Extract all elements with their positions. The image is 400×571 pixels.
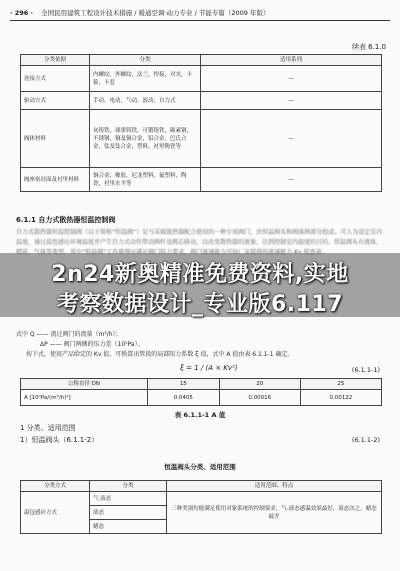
cell-category: 灰铸铁，球墨铸铁，可锻铸铁，碳素钢，不锈钢，铜及铜合金，铝合金，巴氏合金，钛及钛合金，塑料，衬里陶瓷等 bbox=[90, 110, 201, 168]
page-number: · 296 · bbox=[10, 9, 34, 17]
cell-category: 铜合金，橡胶，尼龙塑料，氟塑料，陶瓷，衬里水平等 bbox=[90, 168, 201, 192]
header-dn15: 15 bbox=[148, 379, 220, 390]
table-header-row bbox=[21, 55, 382, 66]
cell-apply: — bbox=[201, 92, 382, 110]
table-header-row bbox=[21, 481, 382, 492]
cell-category: 内螺纹，外螺纹，法兰，焊接，对夹，卡箍，卡套 bbox=[90, 66, 201, 92]
watermark-line-2: 考察数据设计_专业版6.117 bbox=[56, 292, 344, 317]
header-category: 分类 bbox=[90, 55, 201, 66]
cell-apply: — bbox=[201, 168, 382, 192]
table-continued-label: 续表 6.1.0 bbox=[351, 43, 386, 51]
row-label: A [10⁴Pa/(m³/h)²] bbox=[21, 390, 148, 406]
formula-number: (6.1.1-2) bbox=[351, 436, 380, 444]
cell-description: 三种类别均能满足使用对象系统的控制要求，气-液态感温效果最好，液态次之，蜡态最差 bbox=[167, 492, 382, 534]
subsection-item: 1）恒温阀头（6.1.1-2） bbox=[20, 436, 99, 444]
classification-table bbox=[20, 54, 382, 192]
cell-category: 手动，电动，气动，液动，自力式 bbox=[90, 92, 201, 110]
cell-basis: 阀座密封面及衬里材料 bbox=[21, 168, 90, 192]
table-header-row bbox=[21, 379, 382, 390]
header-title: 全国民用建筑工程设计技术措施 / 暖通空调·动力专业 / 节能专篇（2009 年版） bbox=[41, 9, 270, 17]
table-row bbox=[21, 92, 382, 110]
table-row bbox=[21, 390, 382, 406]
table-row bbox=[21, 66, 382, 92]
formula-xi: ξ = 1 / (A × Kv²) bbox=[180, 364, 238, 372]
table-row bbox=[21, 492, 382, 506]
header-basis: 分类依据 bbox=[21, 55, 90, 66]
cell-category: 液态 bbox=[90, 506, 167, 520]
cell-basis: 连接方式 bbox=[21, 66, 90, 92]
table-caption: 恒温阀头分类、适用范围 bbox=[164, 463, 236, 471]
cell-apply: — bbox=[201, 66, 382, 92]
section-heading: 6.1.1 自力式散热器恒温控制阀 bbox=[16, 216, 116, 224]
a-value-table bbox=[20, 378, 382, 406]
header-category: 分类 bbox=[90, 481, 167, 492]
formula-legend-dp: ΔP —— 阀门两侧的压力差（10⁵Pa）。 bbox=[40, 341, 144, 348]
table-caption: 表 6.1.1-1 A 值 bbox=[174, 411, 226, 419]
cell-value: 0.00122 bbox=[300, 390, 381, 406]
cell-category: 蜡态 bbox=[90, 520, 167, 534]
watermark-line-1: 2n24新奥精准免费资料,实地 bbox=[51, 262, 349, 287]
header-method: 分类方式 bbox=[21, 481, 90, 492]
header-dn20: 20 bbox=[219, 379, 300, 390]
header-dn25: 25 bbox=[300, 379, 381, 390]
running-header bbox=[10, 6, 390, 21]
cell-apply: — bbox=[201, 110, 382, 168]
cell-value: 0.00016 bbox=[219, 390, 300, 406]
watermark-banner bbox=[0, 253, 400, 317]
table-row bbox=[21, 110, 382, 168]
cell-basis: 驱动方式 bbox=[21, 92, 90, 110]
thermostat-head-table bbox=[20, 480, 382, 534]
formula-number: (6.1.1-1) bbox=[351, 366, 380, 374]
formula-note: 按下式，使用产品给定的 Kv 值，可换算出管段的局部阻力系数 ξ 值，式中 A 值由表 6.1.1-1 确定。 bbox=[26, 351, 294, 358]
cell-value: 0.0405 bbox=[148, 390, 220, 406]
cell-basis: 温包感应方式 bbox=[21, 492, 90, 534]
header-dn: 公称直径 DN bbox=[21, 379, 148, 390]
cell-basis: 阀体材料 bbox=[21, 110, 90, 168]
header-apply: 适用系列 bbox=[201, 55, 382, 66]
subsection-heading: 1 分类、适用范围 bbox=[20, 424, 76, 432]
header-scope: 适用范围、特点 bbox=[167, 481, 382, 492]
table-row bbox=[21, 168, 382, 192]
cell-category: 气·液态 bbox=[90, 492, 167, 506]
formula-legend-q: 式中 Q —— 流过阀门的流量（m³/h）； bbox=[16, 331, 122, 338]
section-paragraph: 自力式散热器恒温控制阀（以下简称“恒温阀”）是与采暖散热器配合使用的一种专用阀门，由恒温阀头和阀体两部分组成。可人为设定室内温度，通过温包感应环境温度并产生自力式动作带动阀杆及阀芯移动，以改变散热器的流量，达到控制室内温度的目的。恒温阀头有液体、 bbox=[16, 229, 383, 246]
